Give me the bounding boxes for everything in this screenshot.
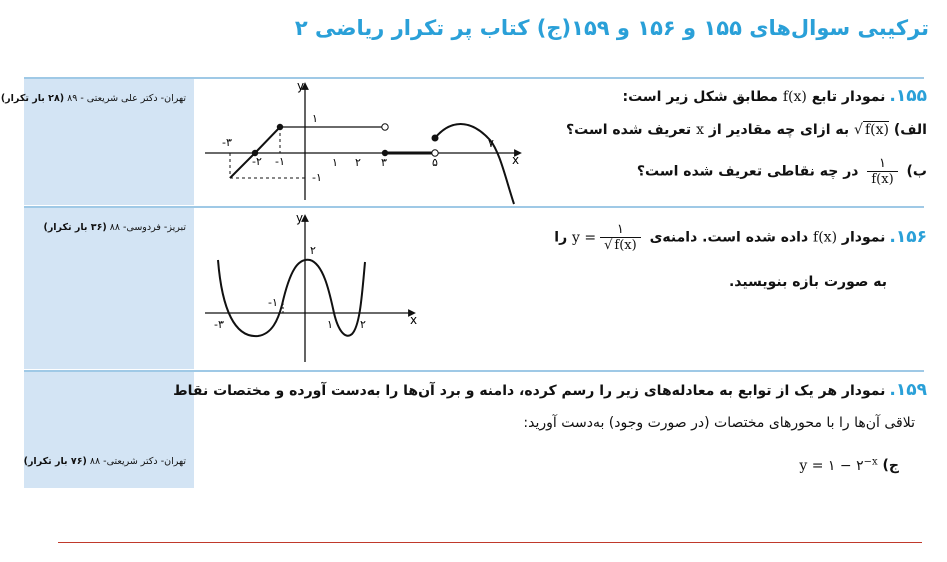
stem-text: نمودار <box>837 229 886 246</box>
stem-text: را <box>554 229 573 246</box>
tick-label: ۱ <box>312 112 318 125</box>
question-number: ۱۵۶. <box>889 226 927 247</box>
source-label-156 <box>43 222 186 233</box>
tick-label: ۵ <box>432 156 438 169</box>
part-text: در چه نقاطی تعریف شده است؟ <box>636 163 864 180</box>
stem-text: نمودار هر یک از توابع به معادله‌های زیر را رسم کرده، دامنه و برد آن‌ها را به‌دست آورده و مختصات نقاط <box>173 383 886 399</box>
source-panel-155 <box>0 79 194 205</box>
graph-156 <box>200 210 425 368</box>
math-fx: f(x) <box>813 229 838 246</box>
tick-label: ۷ <box>488 137 494 150</box>
tick-label: -۱ <box>268 296 278 309</box>
equation <box>572 222 645 253</box>
fraction-denominator: f(x) <box>871 172 894 187</box>
equation-exponent: −x <box>863 456 878 467</box>
source-panel-156 <box>24 208 194 369</box>
source-text: تبریز- فردوسی- ۸۸ <box>106 222 186 233</box>
closed-point <box>432 135 439 142</box>
part-text: تعریف شده است؟ <box>566 122 697 138</box>
math-x: x <box>696 122 704 138</box>
question-number: ۱۵۹. <box>889 380 927 400</box>
tick-label: -۱ <box>275 155 285 168</box>
source-label-159 <box>24 456 186 467</box>
tick-label: ۲ <box>360 318 366 331</box>
fraction <box>867 156 897 187</box>
tick-label: -۱ <box>312 171 322 184</box>
page-title: ترکیبی سوال‌های ۱۵۵ و ۱۵۶ و ۱۵۹(ج) کتاب پر تکرار ریاضی ۲ <box>294 16 929 40</box>
source-panel-159 <box>24 372 194 488</box>
q156-stem <box>554 222 927 253</box>
source-text: تهران- دکتر شریعتی- ۸۸ <box>86 456 186 467</box>
equation <box>799 458 877 474</box>
repeat-count: (۳۶ بار تکرار) <box>43 222 107 233</box>
tick-label: -۳ <box>222 136 232 149</box>
function-curve <box>218 260 365 336</box>
repeat-count: (۷۶ بار تکرار) <box>23 456 87 467</box>
part-text: به ازای چه مقادیر از <box>703 122 855 138</box>
part-label: الف) <box>888 122 927 138</box>
q159-line2: تلاقی آن‌ها را با محورهای مختصات (در صورت وجود) به‌دست آورید: <box>523 415 915 431</box>
open-point <box>382 124 388 130</box>
equation-lhs: y = <box>572 229 597 246</box>
source-label-155 <box>1 93 186 104</box>
math-fx: f(x) <box>782 89 807 105</box>
part-label: ج) <box>882 457 899 474</box>
x-axis-label: x <box>512 153 520 167</box>
q155-part-b <box>637 156 927 187</box>
tick-label: ۳ <box>381 156 387 169</box>
question-number: ۱۵۵. <box>889 86 927 106</box>
fraction-numerator: ۱ <box>600 222 641 238</box>
sqrt-arg: f(x) <box>614 238 637 253</box>
q159-part-c <box>799 456 899 474</box>
x-axis-label: x <box>410 313 418 327</box>
y-axis-label: y <box>296 211 304 225</box>
tick-label: ۱ <box>332 156 338 169</box>
stem-text: مطابق شکل زیر است: <box>622 89 783 105</box>
source-text: تهران- دکتر علی شریعتی - ۸۹ <box>64 93 186 104</box>
q155-stem <box>622 86 927 106</box>
q159-line1 <box>173 380 927 400</box>
tick-label: -۳ <box>214 318 224 331</box>
tick-label: ۱ <box>327 318 333 331</box>
closed-point <box>277 124 283 130</box>
stem-text: نمودار تابع <box>806 89 886 105</box>
graph-155 <box>200 80 530 206</box>
fraction-denominator: √ f(x) <box>604 238 637 253</box>
repeat-count: (۲۸ بار تکرار) <box>0 93 65 104</box>
stem-text: داده شده است. دامنه‌ی <box>644 229 814 246</box>
sqrt-fx: √ f(x) <box>854 122 889 138</box>
tick-label: -۲ <box>252 155 262 168</box>
fraction <box>600 222 641 253</box>
q156-line2: به صورت بازه بنویسید. <box>728 274 887 290</box>
tick-label: ۲ <box>310 244 316 257</box>
fraction-numerator: ۱ <box>867 156 897 172</box>
sqrt-arg: f(x) <box>864 122 889 138</box>
q155-part-a <box>566 122 927 138</box>
tick-label: ۲ <box>355 156 361 169</box>
part-label: ب) <box>901 163 927 180</box>
function-curve <box>435 124 514 204</box>
footer-divider <box>58 542 922 543</box>
equation-body: y = ۱ − ۲ <box>799 457 864 474</box>
y-axis-label: y <box>297 80 305 93</box>
